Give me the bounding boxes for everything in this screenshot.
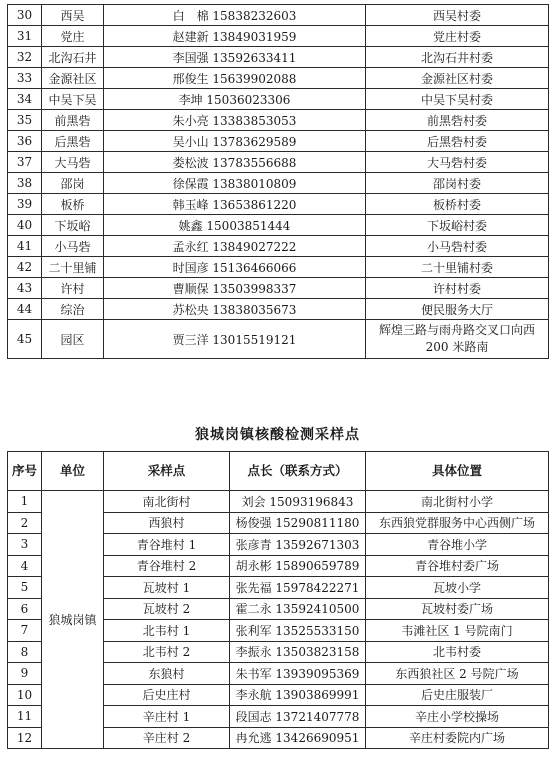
header-no: 序号 — [8, 452, 42, 491]
header-unit: 单位 — [42, 452, 104, 491]
site-name: 下坂峪 — [42, 215, 104, 236]
location: 小马砦村委 — [366, 236, 549, 257]
site-name: 北沟石井 — [42, 47, 104, 68]
location: 后史庄服装厂 — [366, 684, 549, 706]
location: 瓦坡小学 — [366, 577, 549, 599]
location: 瓦坡村委广场 — [366, 598, 549, 620]
contact-info: 吴小山 13783629589 — [104, 131, 366, 152]
bottom-table-body — [8, 491, 549, 749]
location: 后黑砦村委 — [366, 131, 549, 152]
row-number: 6 — [8, 598, 42, 620]
site-name: 后史庄村 — [104, 684, 230, 706]
row-number: 4 — [8, 555, 42, 577]
site-name: 党庄 — [42, 26, 104, 47]
table-row — [8, 152, 549, 173]
table-row — [8, 173, 549, 194]
header-site: 采样点 — [104, 452, 230, 491]
table-row — [8, 278, 549, 299]
row-number: 42 — [8, 257, 42, 278]
location: 便民服务大厅 — [366, 299, 549, 320]
unit-name: 狼城岗镇 — [42, 491, 104, 749]
contact-info: 苏松央 13838035673 — [104, 299, 366, 320]
location: 东西狼党群服务中心西侧广场 — [366, 512, 549, 534]
contact-info: 曹顺保 13503998337 — [104, 278, 366, 299]
row-number: 44 — [8, 299, 42, 320]
contact-info: 刘会 15093196843 — [230, 491, 366, 513]
site-name: 板桥 — [42, 194, 104, 215]
location: 许村村委 — [366, 278, 549, 299]
contact-info: 李振永 13503823158 — [230, 641, 366, 663]
row-number: 34 — [8, 89, 42, 110]
contact-info: 张彦青 13592671303 — [230, 534, 366, 556]
site-name: 前黑砦 — [42, 110, 104, 131]
site-name: 北韦村 1 — [104, 620, 230, 642]
location: 东西狼社区 2 号院广场 — [366, 663, 549, 685]
row-number: 8 — [8, 641, 42, 663]
table-row — [8, 491, 549, 513]
site-name: 大马砦 — [42, 152, 104, 173]
table-row — [8, 89, 549, 110]
row-number: 45 — [8, 320, 42, 359]
contact-info: 朱小亮 13383853053 — [104, 110, 366, 131]
contact-info: 娄松波 13783556688 — [104, 152, 366, 173]
section-title: 狼城岗镇核酸检测采样点 — [195, 427, 360, 443]
langchenggang-sampling-table — [7, 451, 549, 749]
site-name: 瓦坡村 2 — [104, 598, 230, 620]
site-name: 南北街村 — [104, 491, 230, 513]
row-number: 1 — [8, 491, 42, 513]
site-name: 辛庄村 1 — [104, 706, 230, 728]
location: 南北街村小学 — [366, 491, 549, 513]
contact-info: 张利军 13525533150 — [230, 620, 366, 642]
row-number: 35 — [8, 110, 42, 131]
site-name: 综治 — [42, 299, 104, 320]
site-name: 瓦坡村 1 — [104, 577, 230, 599]
location: 辛庄小学校操场 — [366, 706, 549, 728]
row-number: 9 — [8, 663, 42, 685]
site-name: 青谷堆村 1 — [104, 534, 230, 556]
site-name: 西吴 — [42, 5, 104, 26]
header-row — [8, 452, 549, 491]
site-name: 后黑砦 — [42, 131, 104, 152]
row-number: 31 — [8, 26, 42, 47]
contact-info: 时国彦 15136466066 — [104, 257, 366, 278]
table-row — [8, 194, 549, 215]
location: 青谷堆小学 — [366, 534, 549, 556]
table-row — [8, 5, 549, 26]
contact-info: 姚鑫 15003851444 — [104, 215, 366, 236]
site-name: 青谷堆村 2 — [104, 555, 230, 577]
contact-info: 朱书军 13939095369 — [230, 663, 366, 685]
row-number: 37 — [8, 152, 42, 173]
site-name: 西狼村 — [104, 512, 230, 534]
row-number: 3 — [8, 534, 42, 556]
row-number: 11 — [8, 706, 42, 728]
contact-info: 段国志 13721407778 — [230, 706, 366, 728]
location: 大马砦村委 — [366, 152, 549, 173]
row-number: 41 — [8, 236, 42, 257]
row-number: 5 — [8, 577, 42, 599]
site-name: 小马砦 — [42, 236, 104, 257]
row-number: 10 — [8, 684, 42, 706]
site-name: 园区 — [42, 320, 104, 359]
row-number: 43 — [8, 278, 42, 299]
contact-info: 贾三洋 13015519121 — [104, 320, 366, 359]
location: 辛庄村委院内广场 — [366, 727, 549, 749]
location: 金源社区村委 — [366, 68, 549, 89]
location: 中吴下吴村委 — [366, 89, 549, 110]
site-name: 金源社区 — [42, 68, 104, 89]
table-row — [8, 131, 549, 152]
location: 辉煌三路与雨舟路交叉口向西 200 米路南 — [366, 320, 549, 359]
site-name: 北韦村 2 — [104, 641, 230, 663]
top-table-body — [8, 5, 549, 359]
row-number: 40 — [8, 215, 42, 236]
contact-info: 白 棉 15838232603 — [104, 5, 366, 26]
location: 西吴村委 — [366, 5, 549, 26]
table-row — [8, 299, 549, 320]
location: 板桥村委 — [366, 194, 549, 215]
contact-info: 霍二永 13592410500 — [230, 598, 366, 620]
row-number: 33 — [8, 68, 42, 89]
location: 北韦村委 — [366, 641, 549, 663]
site-name: 二十里铺 — [42, 257, 104, 278]
contact-info: 赵建新 13849031959 — [104, 26, 366, 47]
header-location: 具体位置 — [366, 452, 549, 491]
table-row — [8, 47, 549, 68]
header-contact: 点长（联系方式） — [230, 452, 366, 491]
contact-info: 张先福 15978422271 — [230, 577, 366, 599]
location: 前黑砦村委 — [366, 110, 549, 131]
row-number: 12 — [8, 727, 42, 749]
location: 邵岗村委 — [366, 173, 549, 194]
location: 青谷堆村委广场 — [366, 555, 549, 577]
row-number: 36 — [8, 131, 42, 152]
row-number: 39 — [8, 194, 42, 215]
location: 北沟石井村委 — [366, 47, 549, 68]
row-number: 7 — [8, 620, 42, 642]
location: 韦滩社区 1 号院南门 — [366, 620, 549, 642]
contact-info: 胡永彬 15890659789 — [230, 555, 366, 577]
contact-info: 李永航 13903869991 — [230, 684, 366, 706]
row-number: 2 — [8, 512, 42, 534]
contact-info: 邢俊生 15639902088 — [104, 68, 366, 89]
table-row — [8, 257, 549, 278]
site-name: 邵岗 — [42, 173, 104, 194]
table-row — [8, 320, 549, 359]
contact-info: 冉允逃 13426690951 — [230, 727, 366, 749]
table-row — [8, 110, 549, 131]
contact-info: 李坤 15036023306 — [104, 89, 366, 110]
contact-info: 徐保霞 13838010809 — [104, 173, 366, 194]
site-name: 许村 — [42, 278, 104, 299]
site-name: 东狼村 — [104, 663, 230, 685]
contact-info: 李国强 13592633411 — [104, 47, 366, 68]
table-row — [8, 236, 549, 257]
contact-info: 韩玉峰 13653861220 — [104, 194, 366, 215]
contact-info: 孟永红 13849027222 — [104, 236, 366, 257]
row-number: 32 — [8, 47, 42, 68]
contact-info: 杨俊强 15290811180 — [230, 512, 366, 534]
location: 党庄村委 — [366, 26, 549, 47]
location: 二十里铺村委 — [366, 257, 549, 278]
table-row — [8, 68, 549, 89]
site-name: 辛庄村 2 — [104, 727, 230, 749]
table-row — [8, 215, 549, 236]
location: 下坂峪村委 — [366, 215, 549, 236]
row-number: 30 — [8, 5, 42, 26]
table-row — [8, 26, 549, 47]
row-number: 38 — [8, 173, 42, 194]
site-name: 中吴下吴 — [42, 89, 104, 110]
top-sampling-table — [7, 4, 549, 359]
